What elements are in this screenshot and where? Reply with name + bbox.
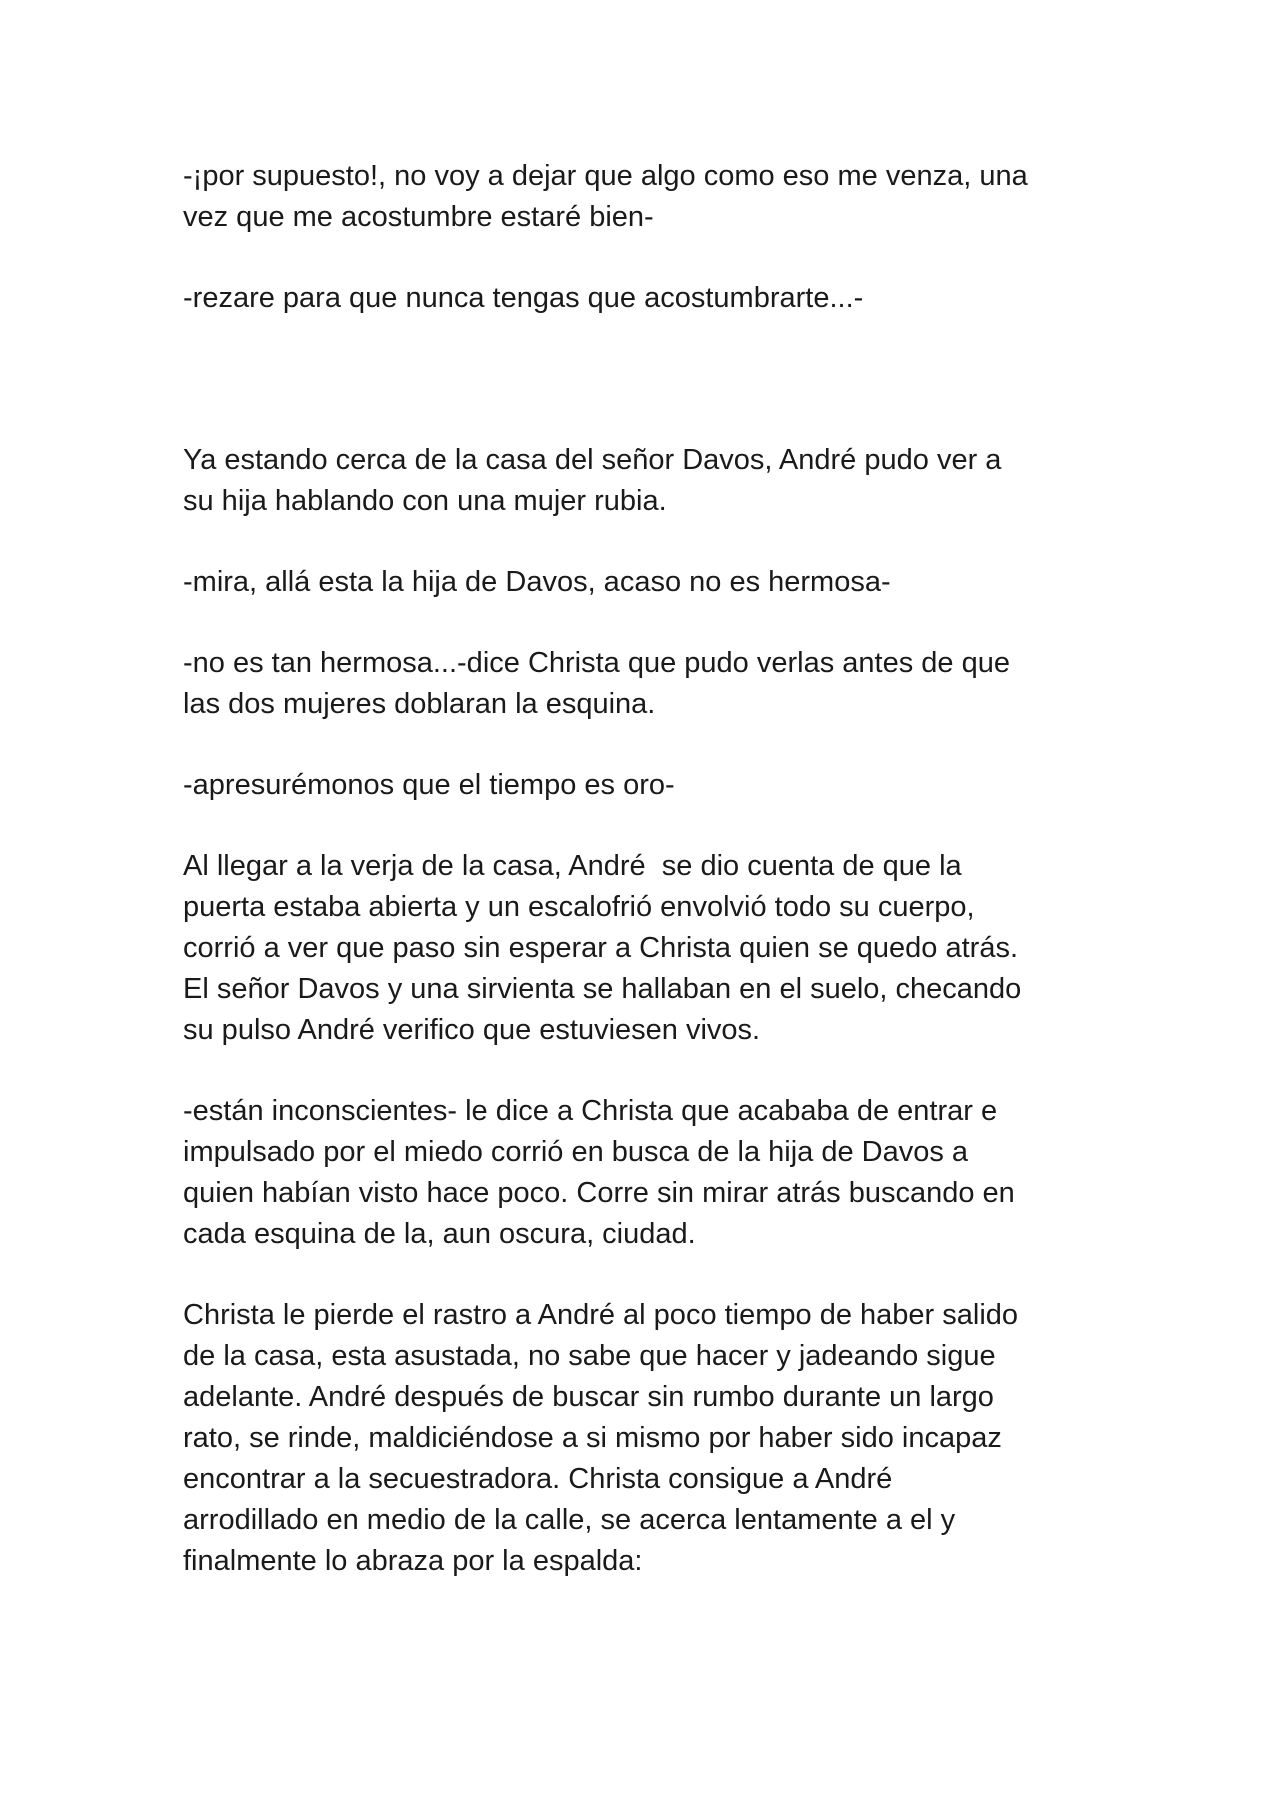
paragraph: Ya estando cerca de la casa del señor Davos, André pudo ver a su hija hablando con una mujer rubia. — [183, 444, 1002, 517]
paragraph: -mira, allá esta la hija de Davos, acaso no es hermosa- — [183, 566, 891, 598]
paragraph: -rezare para que nunca tengas que acostumbrarte...- — [183, 282, 864, 314]
paragraph: -están inconscientes- le dice a Christa que acababa de entrar e impulsado por el miedo corrió en busca de la hija de Davos a quien habían visto hace poco. Corre sin mirar atrás buscando en cada esquina de la, aun oscura, ciudad. — [183, 1095, 1015, 1250]
paragraph: -¡por supuesto!, no voy a dejar que algo como eso me venza, una vez que me acostumbre estaré bien- — [183, 160, 1028, 233]
paragraph: -apresurémonos que el tiempo es oro- — [183, 769, 675, 801]
paragraph: Al llegar a la verja de la casa, André se dio cuenta de que la puerta estaba abierta y un escalofrió envolvió todo su cuerpo, corrió a ver que paso sin esperar a Christa quien se quedo atrás. El señor Davos y una sirvienta se hallaban en el suelo, checando su pulso André verifico que estuviesen vivos. — [183, 850, 1022, 1046]
paragraph: Christa le pierde el rastro a André al poco tiempo de haber salido de la casa, esta asustada, no sabe que hacer y jadeando sigue adelante. André después de buscar sin rumbo durante un largo rato, se rinde, maldiciéndose a si mismo por haber sido incapaz encontrar a la secuestradora. Christa consigue a André arrodillado en medio de la calle, se acerca lentamente a el y finalmente lo abraza por la espalda: — [183, 1299, 1019, 1577]
paragraph: -no es tan hermosa...-dice Christa que pudo verlas antes de que las dos mujeres doblaran la esquina. — [183, 647, 1010, 720]
document-body — [183, 156, 1103, 1622]
